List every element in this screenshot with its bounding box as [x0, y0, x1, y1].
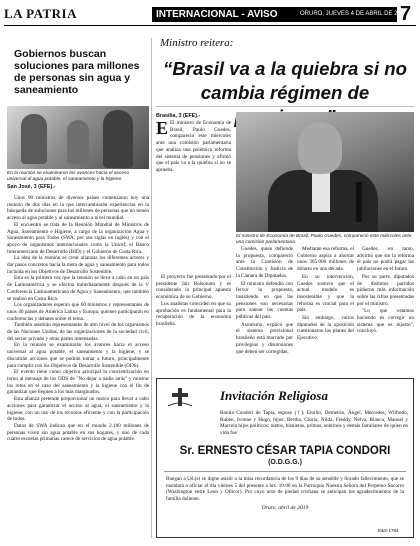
- paragraph: Los organizadores esperan que 60 ministros y representantes de unos 40 países de América Latina y Europa, quienes participarán en conferencias y debates sobre el tema.: [7, 302, 149, 322]
- paragraph: Guedes, en tanto, advirtió que sin la reforma el país no podrá pagar las jubilaciones en el futuro.: [357, 246, 414, 273]
- paragraph: Por su parte, diputados de distintos partidos pidieron más información sobre las cifras presentadas por el ministro.: [357, 273, 414, 307]
- deceased-order: (O.D.G.G.): [268, 459, 302, 466]
- paragraph: La idea de la reunión es crear alianzas los diferentes actores y dar pasos concretos hacia la meta de agua y saneamiento para todos incluida en los Objetivos de Desarrollo Sostenible.: [7, 255, 149, 275]
- page-number: 7: [400, 3, 412, 25]
- drop-cap: E: [156, 120, 169, 138]
- main-story-kicker: Ministro reitera:: [160, 37, 234, 49]
- paragraph: Esta alianza pretende proporcionar un marco para llevar a cabo acciones para garantizar el acceso al agua, el saneamiento y la higiene, con un uso de los recursos eficiente y con la participación de todos.: [7, 396, 149, 423]
- main-story-lead: [156, 120, 231, 272]
- paragraph: El ministro defendió con fervor la propuesta, insistiendo en que las pensiones son necesarias para sanear las cuentas públicas del país.: [236, 280, 293, 321]
- paragraph: Mediante esa reforma, el Gobierno aspira a ahorrar unos 365.000 millones de dólares en una década.: [297, 246, 354, 273]
- paragraph: Datos de SWA indican que en el mundo 2.100 millones de personas viven sin agua potable en sus hogares, y uno de cada cuatro escuelas primarias carece de servicios de agua potable.: [7, 422, 149, 443]
- invitation-date: Oruro, abril de 2019: [261, 505, 309, 511]
- paragraph: También asistirán representantes de alto nivel de los organismos de las Naciones Unidas, de las organizaciones de la sociedad civil, del sector privado y otras partes interesadas.: [7, 322, 149, 342]
- left-story-photo-caption: En la reunión se examinaron los avances hacia el acceso universal al agua potable, el saneamiento y la higiene.: [7, 171, 130, 182]
- invitation-family-names: Bonita Condori de Tapia, esposo (†); Emilio, Demetrio, Ángel, Mercedes, Wilfredo, Rubén, Ivonne y Hugo, hijos; Bertha, Gloria, Nilda, Freddy, Nelva, Blanca, Manuel y Marcela hijos políticos; nietos, bisnietos, primos, sobrinos y demás familiares de quien en vida fue: [220, 410, 408, 436]
- main-story-photo-caption: El ministro de Economía de Brasil, Paulo Guedes, compareció este miércoles ante una comisión parlamentaria.: [236, 234, 412, 245]
- paragraph: Los analistas coinciden en que su aprobación es fundamental para la recuperación de la economía brasileña.: [156, 300, 231, 327]
- header-rule: [4, 25, 416, 26]
- paragraph: El proyecto fue presentado por el presidente Jair Bolsonaro y es considerado la principal apuesta económica de su Gobierno.: [156, 274, 231, 301]
- main-story-headline: “Brasil va a la quiebra si no cambia régimen de: [163, 58, 407, 103]
- main-story-photo: [236, 112, 414, 232]
- deceased-name: Sr. ERNESTO CÉSAR TAPIA CONDORI: [179, 445, 391, 457]
- paragraph: Asimismo, explicó que el sistema previsional brasileño está marcado por privilegios y distorsiones que deben ser corregidas.: [236, 321, 293, 355]
- left-story-headline: Gobiernos buscan soluciones para millones de personas sin agua y saneamiento: [14, 48, 140, 96]
- invitation-text: Ruegan a Ud.(s) se digne asistir a la misa recordatoria de los 9 días de su sensible y llorado fallecimiento, que se mandará a oficiar el día viernes 5 del presente a hrs. 19:00 en la Parroquia Nuestra Señora del Perpetuo Socorro (Washington entre Leon y Ollicor). Por cuyo acto de piedad cristiana se anticipan los agradecimientos de la familia doliente.: [166, 476, 404, 502]
- paragraph: El evento tiene como objetivo principal la concientización en torno al mensaje de los ODS de "No dejar a nadie atrás" y mostrar los retos en el caso del saneamiento y la higiene con el fin de garantizar que lleguen a los más marginados.: [7, 369, 149, 396]
- masthead: LA PATRIA: [4, 6, 77, 21]
- invitation-title: Invitación Religiosa: [220, 388, 328, 403]
- paragraph: Sin embargo, varios diputados de la oposición cuestionaron los planes del Ejecutivo.: [297, 315, 354, 342]
- main-story-dateline: Brasilia, 3 (EFE).-: [156, 113, 201, 119]
- paragraph: El encuentro se trata de la Reunión Mundial de Ministros de Agua, Saneamiento e Higiene, a cargo de la organización Agua y Saneamiento para Todos (SWA, por sus siglas en inglés) y con el apoyo de organismos internacionales como la Unicef, el Banco Interamericano de Desarrollo (BID) y el Gobierno de Costa Rica.: [7, 221, 149, 255]
- left-story-photo: [7, 106, 149, 169]
- column-divider: [151, 38, 152, 538]
- cross-ornament-icon: [166, 386, 194, 408]
- paragraph: "Lo que estamos haciendo es corregir un sistema que es injusto", concluyó.: [357, 308, 414, 335]
- left-story-dateline: San José, 3 (EFE).-: [7, 184, 56, 190]
- paragraph: En su intervención, Guedes sostuvo que el actual modelo es insostenible y que la reforma es crucial para el país.: [297, 273, 354, 314]
- main-story-column-4: [357, 246, 414, 374]
- left-story-body: [7, 195, 149, 525]
- section-label: INTERNACIONAL - AVISO: [156, 9, 278, 20]
- paragraph: En la reunión se examinarán los avances hacia el acceso universal al agua potable, el saneamiento y la higiene, y se discutirán acciones que se podrán tomar a futuro, principalmente para cumplir con los Objetivos de Desarrollo Sostenible (ODS).: [7, 342, 149, 369]
- main-story-column-3: [297, 246, 354, 374]
- main-story-column-2: [236, 246, 293, 374]
- lead-text: El ministro de Economía de Brasil, Paulo Guedes, compareció este miércoles ante una comisión parlamentaria que analiza una polémica reforma del sistema de pensiones y afirmó que el país va a la quiebra si no se aprueba.: [156, 120, 231, 173]
- ad-code: E&S-1784: [378, 528, 399, 533]
- paragraph: Guedes, quien defiende la propuesta, compareció ante la Comisión de Constitución y Justicia de la Cámara de Diputados.: [236, 246, 293, 279]
- headline-rule: [156, 106, 414, 107]
- paragraph: Unos 90 ministros de diversos países comenzaron hoy una reunión de dos días en la que intercambiarán experiencias en la búsqueda de soluciones para los millones de personas que no tienen acceso al agua potable y al saneamiento a nivel mundial.: [7, 195, 149, 222]
- header-dateline: ORURO, JUEVES 4 DE ABRIL DE 2019: [300, 11, 408, 17]
- main-story-column-1b: [156, 274, 231, 374]
- invitation-rule: [164, 471, 406, 472]
- paragraph: Esta es la primera vez que la reunión se lleva a cabo en un país de Latinoamérica y se efectúa inmediatamente después de la V Conferencia Latinoamericana de Agua y Saneamiento, que también se realizó en Costa Rica.: [7, 275, 149, 302]
